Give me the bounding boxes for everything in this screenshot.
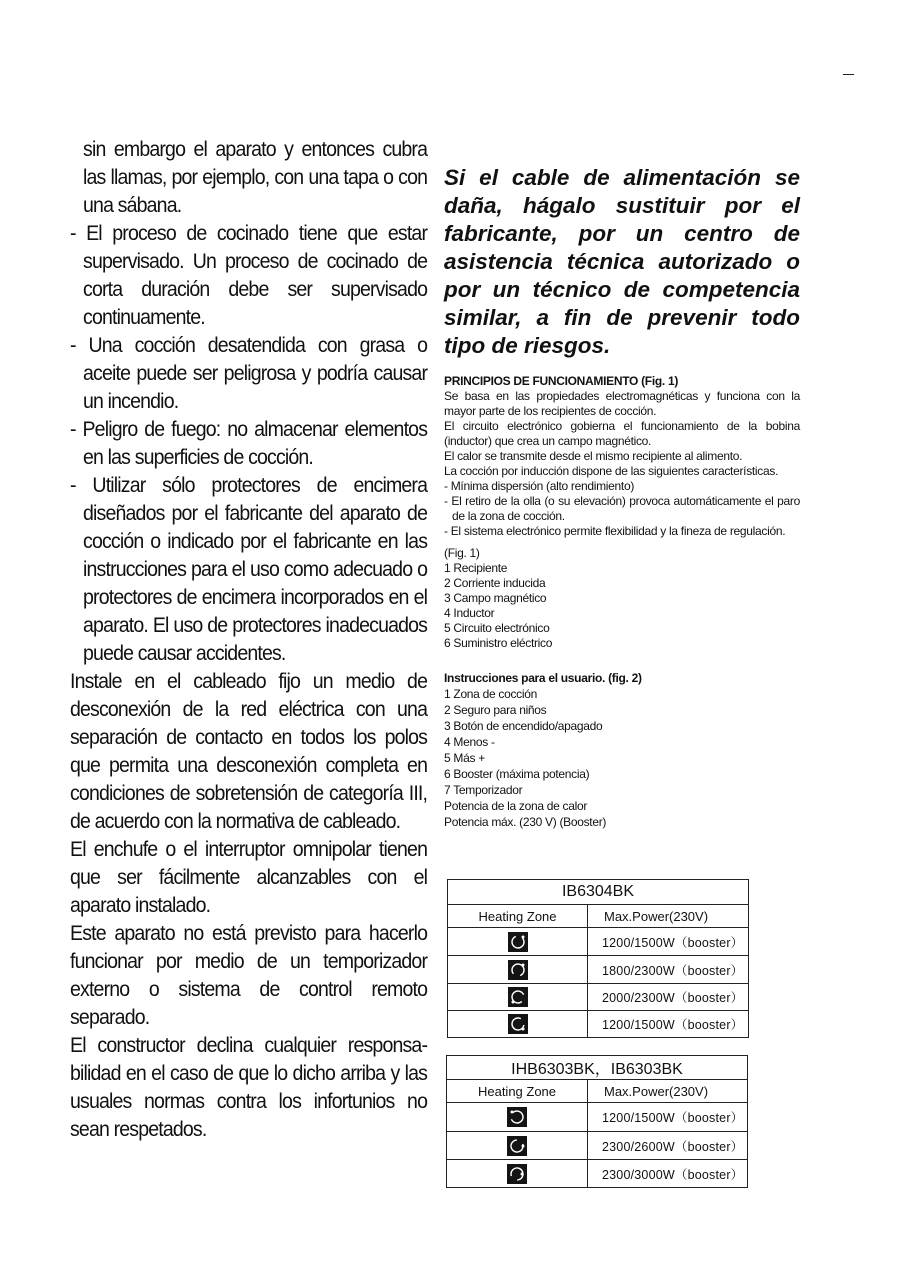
user-instructions-item: 2 Seguro para niños <box>444 703 547 717</box>
power-table-ihb6303bk <box>446 1055 748 1188</box>
table-row <box>448 956 749 984</box>
table-row <box>448 928 749 956</box>
power-value: 2000/2300W（booster） <box>588 984 749 1011</box>
paragraph-timer: Este aparato no está previsto para hacerlo funcionar por medio de un temporizador externo o sistema de control remoto separado. <box>70 922 428 1029</box>
page-corner-mark <box>843 74 854 75</box>
column-header-power: Max.Power(230V) <box>588 905 749 928</box>
principles-line: El calor se transmite desde el mismo recipiente al alimento. <box>444 449 743 463</box>
user-instructions-item: 6 Booster (máxima potencia) <box>444 767 590 781</box>
paragraph-continuation: sin embargo el aparato y entonces cubra las llamas, por ejemplo, con una tapa o con una sábana. <box>83 138 428 217</box>
principles-heading: PRINCIPIOS DE FUNCIONAMIENTO (Fig. 1) <box>444 374 679 388</box>
table-title: IHB6303BK，IB6303BK <box>447 1056 748 1080</box>
user-instructions-item: 7 Temporizador <box>444 783 523 797</box>
fig1-item: 6 Suministro eléctrico <box>444 636 553 650</box>
zone-icon-cell <box>448 928 588 956</box>
paragraph-liability: El constructor declina cualquier responsa-bilidad en el caso de que lo dicho arriba y las usuales normas contra los infortunios no sean respetados. <box>70 1034 428 1141</box>
fig1-item: 1 Recipiente <box>444 561 508 575</box>
zone-bottom-left-icon <box>507 1164 527 1184</box>
user-instructions-item: 1 Zona de cocción <box>444 687 537 701</box>
user-instructions-item: 3 Botón de encendido/apagado <box>444 719 603 733</box>
principles-bullet: - El sistema electrónico permite flexibilidad y la fineza de regulación. <box>444 524 786 538</box>
fig1-item: 5 Circuito electrónico <box>444 621 550 635</box>
fig1-legend <box>444 546 800 651</box>
fig1-item: 2 Corriente inducida <box>444 576 546 590</box>
fig1-label: (Fig. 1) <box>444 546 480 560</box>
left-column <box>70 136 427 1144</box>
paragraph-unattended-cooking: - Una cocción desatendida con grasa o aceite puede ser peligrosa y podría causar un incendio. <box>70 334 428 413</box>
power-value: 2300/2600W（booster） <box>588 1132 748 1160</box>
paragraph-disconnection: Instale en el cableado fijo un medio de desconexión de la red eléctrica con una separación de contacto en todos los polos que permita una desconexión completa en condiciones de sobretensión de categoría III, de acuerdo con la normativa de cableado. <box>70 670 428 833</box>
paragraph-fire-danger: - Peligro de fuego: no almacenar elementos en las superficies de cocción. <box>70 418 428 469</box>
principles-line: Se basa en las propiedades electromagnéticas y funciona con la mayor parte de los recipientes de cocción. <box>444 389 800 418</box>
table-row <box>448 1011 749 1038</box>
power-table-ib6304bk <box>447 879 749 1038</box>
table-row <box>447 1103 748 1132</box>
zone-right-icon <box>507 1136 527 1156</box>
zone-icon-cell <box>447 1160 588 1188</box>
table-title: IB6304BK <box>448 880 749 905</box>
column-header-zone: Heating Zone <box>447 1080 588 1103</box>
zone-top-left-icon <box>508 987 528 1007</box>
zone-icon-cell <box>448 984 588 1011</box>
principles-bullet: - El retiro de la olla (o su elevación) provoca automáticamente el paro de la zona de cocción. <box>444 494 800 523</box>
power-value: 1200/1500W（booster） <box>588 928 749 956</box>
zone-bottom-right-icon <box>508 1014 528 1034</box>
zone-icon-cell <box>447 1132 588 1160</box>
user-instructions <box>444 670 800 830</box>
power-value: 2300/3000W（booster） <box>588 1160 748 1188</box>
table-row <box>447 1132 748 1160</box>
principles-bullet: - Mínima dispersión (alto rendimiento) <box>444 479 635 493</box>
zone-icon-cell <box>447 1103 588 1132</box>
paragraph-plug-access: El enchufe o el interruptor omnipolar tienen que ser fácilmente alcanzables con el aparato instalado. <box>70 838 428 917</box>
power-value: 1200/1500W（booster） <box>588 1103 748 1132</box>
paragraph-supervision: - El proceso de cocinado tiene que estar supervisado. Un proceso de cocinado de corta duración debe ser supervisado continuamente. <box>70 222 428 329</box>
power-value: 1200/1500W（booster） <box>588 1011 749 1038</box>
principles-section <box>444 374 800 539</box>
user-instructions-extra: Potencia de la zona de calor <box>444 799 588 813</box>
zone-top-left-icon <box>507 1107 527 1127</box>
zone-icon-cell <box>448 956 588 984</box>
zone-icon-cell <box>448 1011 588 1038</box>
table-row <box>448 984 749 1011</box>
user-instructions-item: 4 Menos - <box>444 735 495 749</box>
user-instructions-heading: Instrucciones para el usuario. (fig. 2) <box>444 671 642 685</box>
power-value: 1800/2300W（booster） <box>588 956 749 984</box>
column-header-zone: Heating Zone <box>448 905 588 928</box>
table-row <box>447 1160 748 1188</box>
zone-top-right-icon <box>508 932 528 952</box>
column-header-power: Max.Power(230V) <box>588 1080 748 1103</box>
paragraph-hob-guards: - Utilizar sólo protectores de encimera diseñados por el fabricante del aparato de cocción o indicado por el fabricante en las instrucciones para el uso como adecuado o protectores de encimera incorporados en el aparato. El uso de protectores inadecuados puede causar accidentes. <box>70 474 428 665</box>
user-instructions-item: 5 Más + <box>444 751 485 765</box>
zone-bottom-left-icon <box>508 960 528 980</box>
principles-line: El circuito electrónico gobierna el funcionamiento de la bobina (inductor) que crea un campo magnético. <box>444 419 800 448</box>
principles-line: La cocción por inducción dispone de las siguientes características. <box>444 464 779 478</box>
cable-warning: Si el cable de alimentación se daña, hágalo sustituir por el fabricante, por un centro de asistencia técnica autorizado o por un técnico de competencia similar, a fin de prevenir todo tipo de riesgos. <box>444 165 800 358</box>
fig1-item: 4 Inductor <box>444 606 495 620</box>
fig1-item: 3 Campo magnético <box>444 591 547 605</box>
user-instructions-extra: Potencia máx. (230 V) (Booster) <box>444 815 607 829</box>
